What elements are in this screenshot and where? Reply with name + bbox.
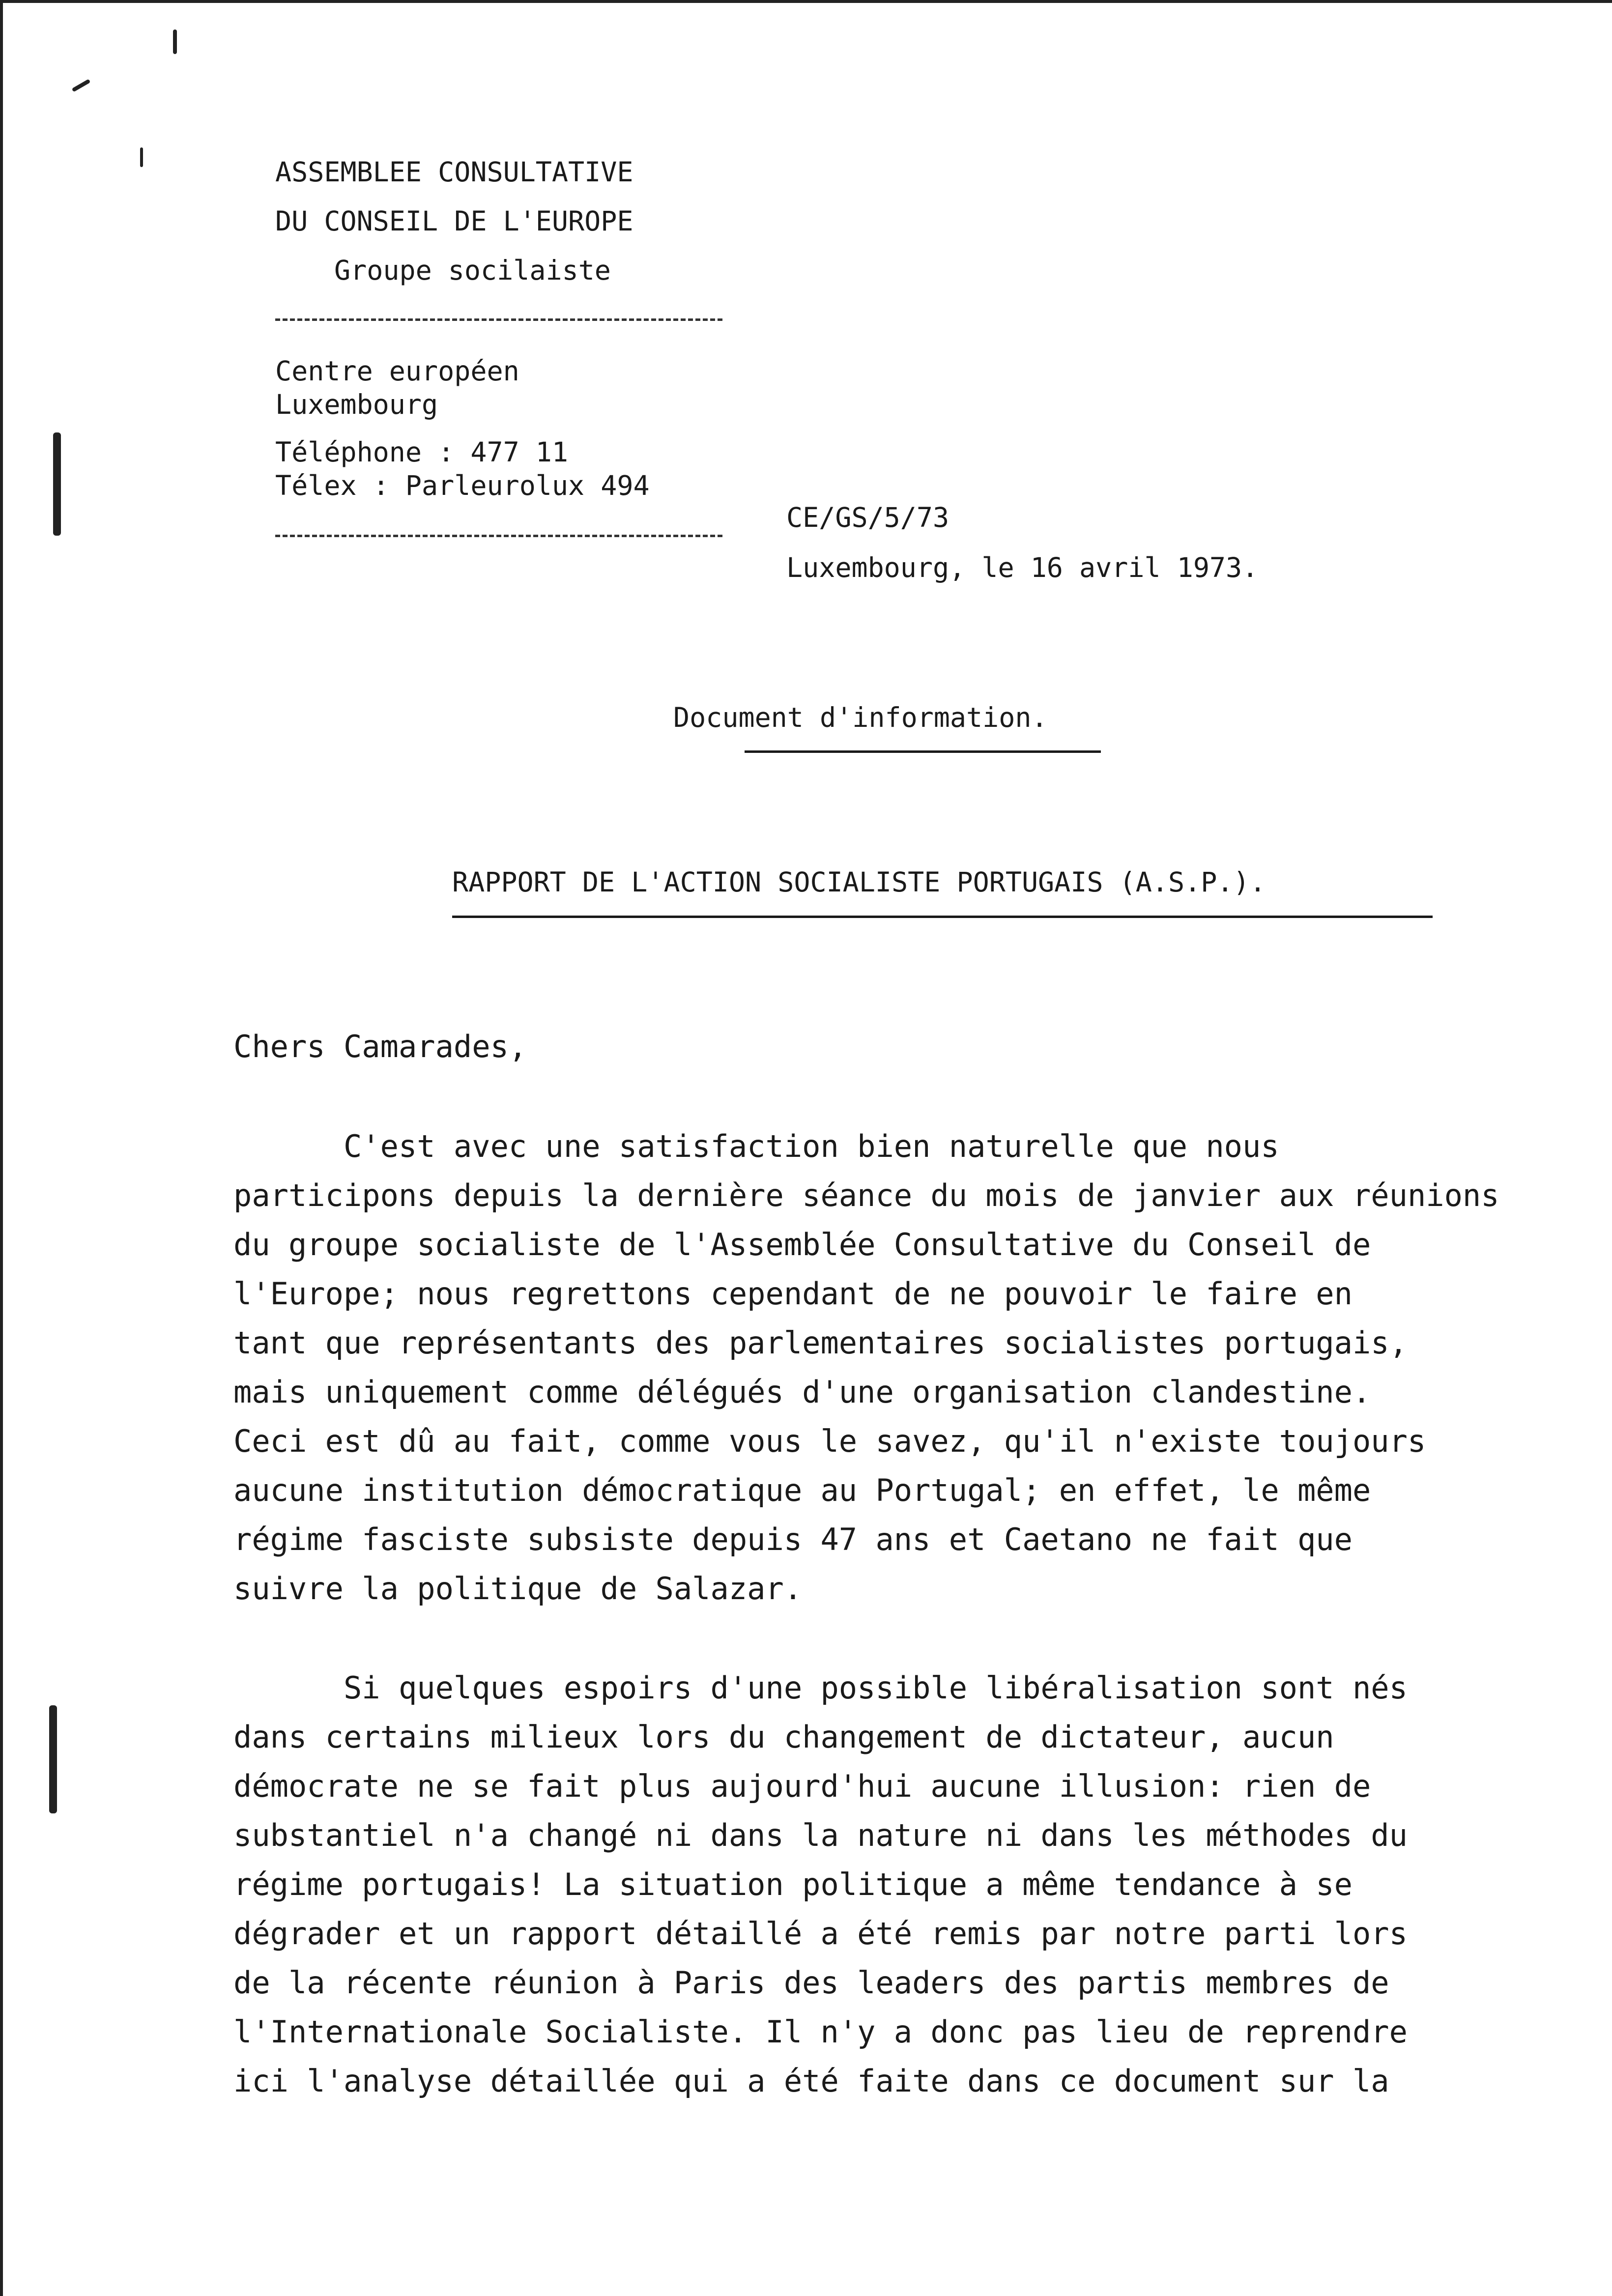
document-title-underline (452, 916, 1433, 918)
page-top-edge (0, 0, 1612, 3)
paragraph-line: régime portugais! La situation politique a même tendance à se (233, 1866, 1353, 1902)
paragraph-line: l'Internationale Socialiste. Il n'y a donc pas lieu de reprendre (233, 2014, 1408, 2050)
paragraph-line: de la récente réunion à Paris des leaders des partis membres de (233, 1965, 1389, 2001)
salutation: Chers Camarades, (233, 1029, 527, 1064)
paragraph-line: régime fasciste subsiste depuis 47 ans et Caetano ne fait que (233, 1521, 1353, 1557)
paragraph-line: mais uniquement comme délégués d'une organisation clandestine. (233, 1374, 1371, 1410)
binding-mark (140, 147, 143, 167)
address-line1: Centre européen (275, 355, 519, 387)
paragraph-line: aucune institution démocratique au Portugal; en effet, le même (233, 1472, 1371, 1508)
binding-mark (173, 29, 177, 54)
binding-mark (53, 432, 61, 536)
paragraph-line: dans certains milieux lors du changement de dictateur, aucun (233, 1719, 1334, 1755)
phone-number: Téléphone : 477 11 (275, 436, 569, 468)
binding-mark (72, 79, 91, 92)
paragraph-line: suivre la politique de Salazar. (233, 1571, 803, 1607)
paragraph-line: Si quelques espoirs d'une possible libéralisation sont nés (233, 1670, 1408, 1706)
paragraph-line: participons depuis la dernière séance du mois de janvier aux réunions (233, 1177, 1499, 1213)
paragraph-line: dégrader et un rapport détaillé a été remis par notre parti lors (233, 1916, 1408, 1952)
telex-number: Télex : Parleurolux 494 (275, 470, 650, 501)
paragraph-line: Ceci est dû au fait, comme vous le savez, qu'il n'existe toujours (233, 1423, 1426, 1459)
letterhead-divider-bottom (275, 535, 722, 537)
paragraph-line: l'Europe; nous regrettons cependant de ne pouvoir le faire en (233, 1276, 1353, 1312)
document-title: RAPPORT DE L'ACTION SOCIALISTE PORTUGAIS (A.S.P.). (452, 866, 1266, 898)
paragraph-line: démocrate ne se fait plus aujourd'hui aucune illusion: rien de (233, 1768, 1371, 1804)
paragraph-line: substantiel n'a changé ni dans la nature ni dans les méthodes du (233, 1817, 1408, 1853)
document-type: Document d'information. (673, 702, 1048, 733)
address-line2: Luxembourg (275, 389, 438, 420)
place-date: Luxembourg, le 16 avril 1973. (786, 552, 1259, 583)
group-name: Groupe socilaiste (334, 255, 611, 286)
reference-code: CE/GS/5/73 (786, 502, 950, 533)
org-name-line1: ASSEMBLEE CONSULTATIVE (275, 156, 633, 188)
paragraph-line: tant que représentants des parlementaires socialistes portugais, (233, 1325, 1408, 1361)
paragraph-line: C'est avec une satisfaction bien naturelle que nous (233, 1128, 1279, 1164)
binding-mark (49, 1705, 57, 1813)
paragraph-line: ici l'analyse détaillée qui a été faite dans ce document sur la (233, 2063, 1389, 2099)
document-type-underline (745, 750, 1101, 753)
paragraph-line: du groupe socialiste de l'Assemblée Consultative du Conseil de (233, 1227, 1371, 1263)
letterhead-divider-top (275, 318, 722, 321)
page-left-edge (0, 0, 3, 2296)
org-name-line2: DU CONSEIL DE L'EUROPE (275, 205, 633, 237)
